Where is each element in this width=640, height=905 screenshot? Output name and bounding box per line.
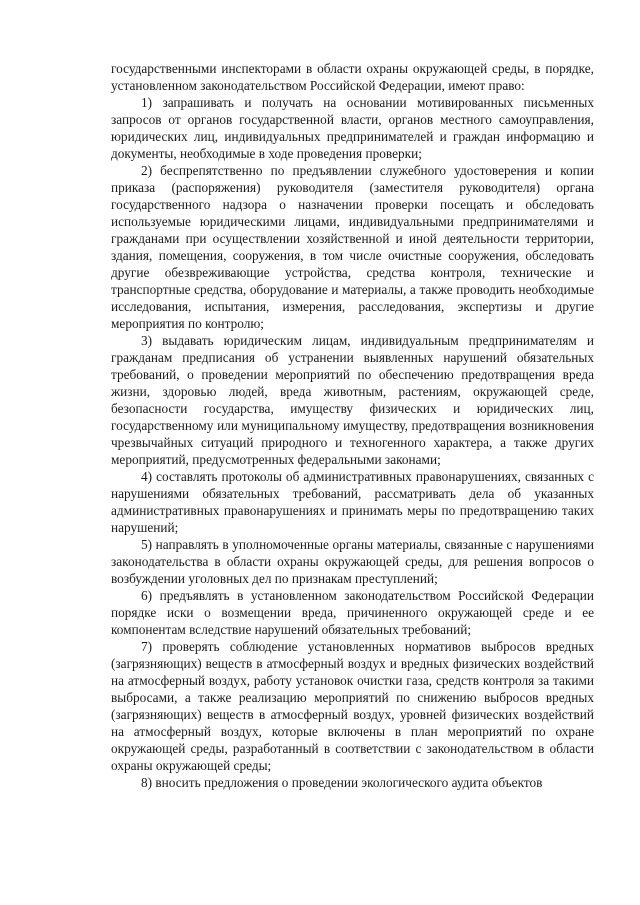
paragraph-item-8: 8) вносить предложения о проведении экологического аудита объектов	[141, 775, 543, 790]
paragraph-item-7: 7) проверять соблюдение установленных нормативов выбросов вредных (загрязняющих) веществ в атмосферный воздух и вредных физических воздействий на атмосферный воздух, работу установок очистки газа, средств контроля за такими выбросами, а также реализацию мероприятий по снижению выбросов вредных (загрязняющих) веществ в атмосферный воздух, уровней физических воздействий на атмосферный воздух, которые включены в план мероприятий по охране окружающей среды, разработанный в соответствии с законодательством в области охраны окружающей среды;	[111, 639, 594, 773]
document-body	[111, 60, 594, 791]
paragraph-intro: государственными инспекторами в области охраны окружающей среды, в порядке, установленном законодательством Российской Федерации, имеют право:	[111, 61, 594, 93]
paragraph-item-6: 6) предъявлять в установленном законодательством Российской Федерации порядке иски о возмещении вреда, причиненного окружающей среде и ее компонентам вследствие нарушений обязательных требований;	[111, 588, 594, 637]
paragraph-item-3: 3) выдавать юридическим лицам, индивидуальным предпринимателям и гражданам предписания об устранении выявленных нарушений обязательных требований, о проведении мероприятий по обеспечению предотвращения вреда жизни, здоровью людей, вреда животным, растениям, окружающей среде, безопасности государства, имуществу физических и юридических лиц, государственному или муниципальному имуществу, предотвращения возникновения чрезвычайных ситуаций природного и техногенного характера, а также других мероприятий, предусмотренных федеральными законами;	[111, 333, 594, 467]
paragraph-item-1: 1) запрашивать и получать на основании мотивированных письменных запросов от органов государственной власти, органов местного самоуправления, юридических лиц, индивидуальных предпринимателей и граждан информацию и документы, необходимые в ходе проведения проверки;	[111, 95, 594, 161]
paragraph-item-4: 4) составлять протоколы об административных правонарушениях, связанных с нарушениями обязательных требований, рассматривать дела об указанных административных правонарушениях и принимать меры по предотвращению таких нарушений;	[111, 469, 594, 535]
paragraph-item-5: 5) направлять в уполномоченные органы материалы, связанные с нарушениями законодательства в области охраны окружающей среды, для решения вопросов о возбуждении уголовных дел по признакам преступлений;	[111, 537, 594, 586]
paragraph-item-2: 2) беспрепятственно по предъявлении служебного удостоверения и копии приказа (распоряжения) руководителя (заместителя руководителя) органа государственного надзора о назначении проверки посещать и обследовать используемые юридическими лицами, индивидуальными предпринимателями и гражданами при осуществлении хозяйственной и иной деятельности территории, здания, помещения, сооружения, в том числе очистные сооружения, обследовать другие обезвреживающие устройства, средства контроля, технические и транспортные средства, оборудование и материалы, а также проводить необходимые исследования, испытания, измерения, расследования, экспертизы и другие мероприятия по контролю;	[111, 163, 594, 331]
